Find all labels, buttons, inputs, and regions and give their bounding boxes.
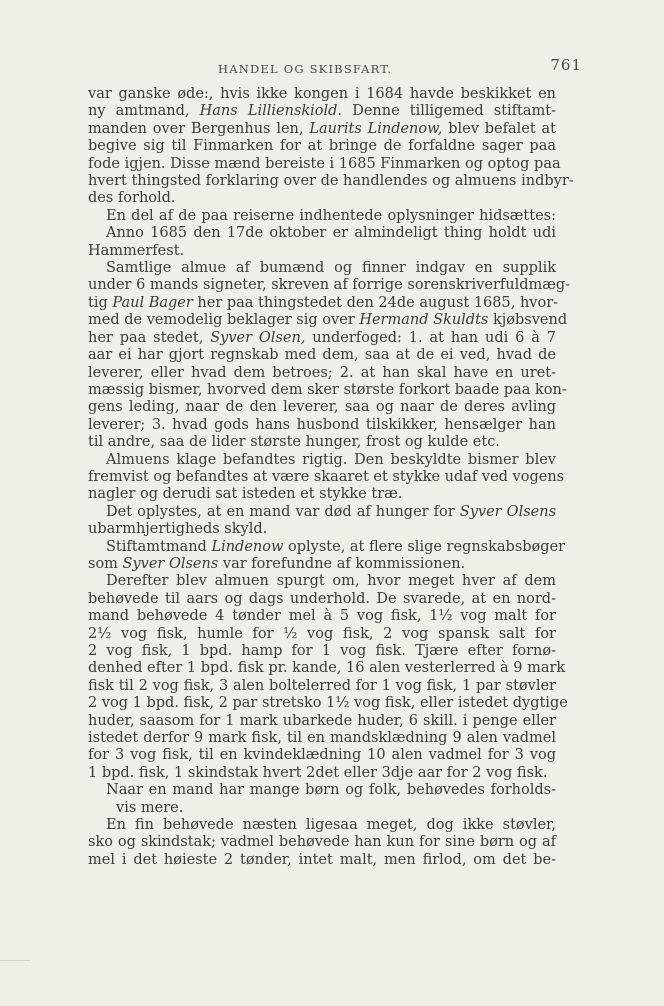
- text-line: sko og skindstak; vadmel behøvede han kun for sine børn og af: [88, 834, 556, 851]
- running-title: HANDEL OG SKIBSFART.: [218, 62, 393, 76]
- person-name: Syver Olsen,: [210, 329, 306, 346]
- text-line: 1 bpd. fisk, 1 skindstak hvert 2det eller 3dje aar for 2 vog fisk.: [88, 764, 548, 781]
- text-segment: Det oplystes, at en mand var død af hunger for: [106, 503, 460, 520]
- text-segment: var forefundne af kommissionen.: [218, 555, 466, 572]
- text-line: hvert thingsted forklaring over de handlendes og almuens indbyr-: [88, 173, 574, 190]
- text-segment: underfoged: 1. at han udi 6 à 7: [305, 329, 556, 346]
- text-line: des forhold.: [88, 190, 176, 207]
- text-line: [88, 556, 556, 573]
- text-line: En fin behøvede næsten ligesaa meget, dog ikke støvler,: [106, 817, 556, 834]
- text-line: gens leding, naar de den leverer, saa og naar de deres avling: [88, 399, 556, 416]
- person-name: Syver Olsens: [122, 555, 219, 572]
- text-segment: som: [88, 555, 123, 572]
- text-line: leverer; 3. hvad gods hans husbond tilskikker, hensælger han: [88, 416, 556, 433]
- text-line: [88, 294, 559, 312]
- text-line: 2 vog fisk, 1 bpd. hamp for 1 vog fisk. Tjære efter fornø-: [88, 643, 556, 659]
- text-line: 2½ vog fisk, humle for ½ vog fisk, 2 vog spansk salt for: [88, 625, 556, 642]
- text-segment: oplyste, at flere slige regnskabsbøger: [283, 538, 566, 555]
- text-segment: her paa thingstedet den 24de august 1685, hvor-: [192, 294, 559, 311]
- text-line: fremvist og befandtes at være skaaret et stykke udaf ved vogens: [88, 468, 565, 485]
- text-line: nagler og derudi sat isteden et stykke træ.: [88, 486, 403, 503]
- person-name: Laurits Lindenow,: [309, 120, 443, 137]
- text-line: huder, saasom for 1 mark ubarkede huder, 6 skill. i penge eller: [88, 712, 556, 729]
- text-segment: med de vemodelig beklager sig over: [88, 312, 360, 329]
- person-name: Lindenow: [211, 538, 284, 555]
- text-line: ubarmhjertigheds skyld.: [88, 521, 268, 538]
- text-line: Anno 1685 den 17de oktober er almindeligt thing holdt udi: [106, 225, 556, 242]
- text-line: Derefter blev almuen spurgt om, hvor meget hver af dem: [106, 573, 556, 590]
- person-name: Syver Olsens: [459, 503, 557, 520]
- person-name: Hermand Skuldts: [359, 312, 489, 329]
- text-segment: her paa stedet,: [88, 329, 211, 346]
- text-segment: blev befalet at: [442, 120, 556, 137]
- text-segment: Stiftamtmand: [106, 538, 212, 555]
- text-line: fode igjen. Disse mænd bereiste i 1685 Finmarken og optog paa: [88, 155, 561, 172]
- text-line: mel i det høieste 2 tønder, intet malt, men firlod, om det be-: [88, 851, 556, 868]
- page-edge-mark: [0, 960, 30, 961]
- text-line: mæssig bismer, hvorved dem sker største forkort baade paa kon-: [88, 381, 567, 398]
- text-segment: ny amtmand,: [88, 103, 200, 120]
- text-line: vis mere.: [116, 799, 184, 816]
- text-line: Naar en mand har mange børn og folk, behøvedes forholds-: [106, 782, 556, 799]
- text-line: var ganske øde:, hvis ikke kongen i 1684 havde beskikket en: [88, 86, 556, 102]
- text-line: 2 vog 1 bpd. fisk, 2 par stretsko 1½ vog fisk, eller istedet dygtige: [88, 695, 568, 712]
- page-number: 761: [550, 56, 582, 74]
- text-line: aar ei har gjort regnskab med dem, saa at de ei ved, hvad de: [88, 347, 556, 364]
- text-line: denhed efter 1 bpd. fisk pr. kande, 16 alen vesterlerred à 9 mark: [88, 660, 566, 677]
- text-line: leverer, eller hvad dem betroes; 2. at han skal have en uret-: [88, 364, 556, 381]
- text-segment: tig: [88, 294, 113, 311]
- text-line: [88, 538, 566, 556]
- text-line: under 6 mands signeter, skreven af forrige sorenskriverfuldmæg-: [88, 277, 571, 294]
- text-line: [88, 330, 556, 347]
- text-line: til andre, saa de lider største hunger, frost og kulde etc.: [88, 434, 500, 451]
- text-line: mand behøvede 4 tønder mel à 5 vog fisk, 1½ vog malt for: [88, 608, 556, 625]
- text-line: [88, 504, 556, 521]
- person-name: Paul Bager: [112, 294, 193, 311]
- text-line: begive sig til Finmarken for at bringe de forfaldne sager paa: [88, 138, 556, 155]
- text-segment: manden over Bergenhus len,: [88, 120, 310, 137]
- text-line: En del af de paa reiserne indhentede oplysninger hidsættes:: [106, 207, 556, 224]
- text-line: behøvede til aars og dags underhold. De svarede, at en nord-: [88, 590, 556, 607]
- text-line: [88, 121, 556, 138]
- person-name: Hans Lillienskiold.: [199, 103, 343, 120]
- text-line: Samtlige almue af bumænd og finner indgav en supplik: [106, 260, 556, 277]
- text-segment: Denne tilligemed stiftamt-: [342, 103, 556, 120]
- text-line: [88, 103, 556, 120]
- text-line: Almuens klage befandtes rigtig. Den beskyldte bismer blev: [106, 451, 556, 468]
- text-line: for 3 vog fisk, til en kvindeklædning 10 alen vadmel for 3 vog: [88, 747, 556, 764]
- text-segment: kjøbsvend: [488, 312, 568, 329]
- running-header: [88, 56, 582, 78]
- body-text: [88, 86, 574, 869]
- text-line: Hammerfest.: [88, 242, 185, 259]
- text-line: [88, 312, 568, 329]
- text-line: istedet derfor 9 mark fisk, til en mandsklædning 9 alen vadmel: [88, 730, 556, 747]
- text-line: fisk til 2 vog fisk, 3 alen boltelerred for 1 vog fisk, 1 par støvler: [88, 677, 556, 694]
